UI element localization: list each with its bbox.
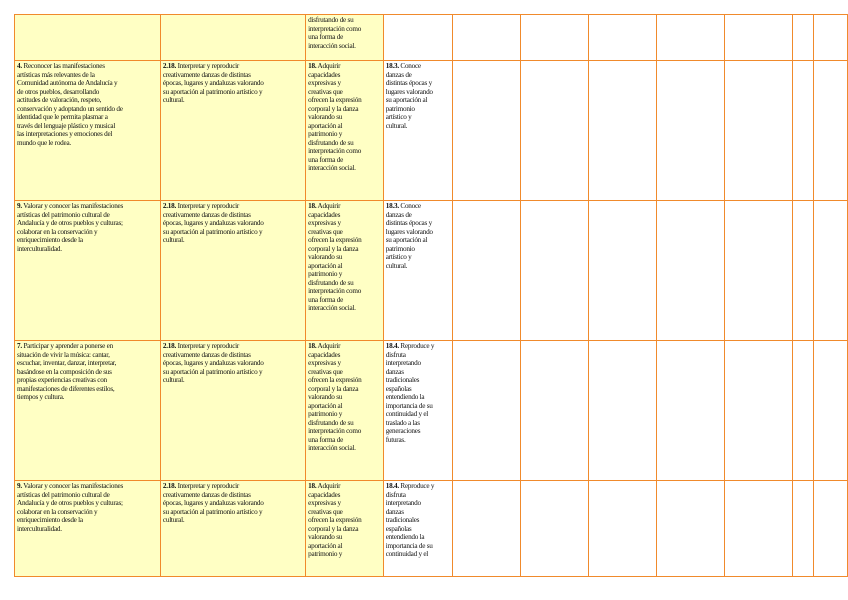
competence-cell — [306, 201, 384, 341]
objective-cell — [15, 481, 161, 577]
competence-number: 18. — [308, 62, 317, 70]
criterion-cell — [160, 15, 305, 61]
criterion-text: Interpretar y reproducir creativamente danzas de distintas épocas, lugares y andaluzas valorando su aportación al patrimonio artístico y cultural. — [162, 202, 264, 244]
table-row — [15, 61, 848, 201]
objective-text: Reconocer las manifestaciones artísticas más relevantes de la Comunidad autónoma de Andalucía y de otros pueblos, desarrollando actitudes de valoración, respeto, conservación y adoptando un sentido de identidad que le permita plasmar a través del lenguaje plástico y musical las interpretaciones y emociones del mundo que le rodea. — [17, 62, 123, 147]
table-row — [15, 201, 848, 341]
objective-cell — [15, 61, 161, 201]
competence-cell — [306, 481, 384, 577]
empty-cell — [589, 15, 657, 61]
standard-text: Conoce danzas de distintas épocas y lugares valorando su aportación al patrimonio artístico y cultural. — [385, 202, 433, 270]
competence-text: Adquirir capacidades expresivas y creativas que ofrecen la expresión corporal y la danza valorando su aportación al patrimonio y disfrutando de su interpretación como una forma de interacción social. — [308, 342, 362, 452]
standard-text: Reproduce y disfruta interpretando danzas tradicionales españolas entendiendo la importancia de su continuidad y el traslado a las generaciones futuras. — [385, 342, 435, 444]
empty-cell — [521, 15, 589, 61]
empty-cell — [793, 15, 814, 61]
empty-cell — [725, 481, 793, 577]
competence-cell — [306, 15, 384, 61]
empty-cell — [589, 481, 657, 577]
competence-number: 18. — [308, 342, 317, 350]
standard-cell — [383, 341, 452, 481]
standard-number: 18.3. — [385, 62, 399, 70]
objective-number: 9. — [17, 482, 22, 490]
empty-cell — [521, 61, 589, 201]
empty-cell — [589, 201, 657, 341]
standard-text: Reproduce y disfruta interpretando danzas tradicionales españolas entendiendo la importancia de su continuidad y el — [385, 482, 435, 558]
objective-number: 9. — [17, 202, 22, 210]
empty-cell — [725, 341, 793, 481]
objective-cell — [15, 15, 161, 61]
empty-cell — [589, 61, 657, 201]
competence-text: Adquirir capacidades expresivas y creativas que ofrecen la expresión corporal y la danza valorando su aportación al patrimonio y disfrutando de su interpretación como una forma de interacción social. — [308, 202, 362, 312]
objective-text: Participar y aprender a ponerse en situación de vivir la música: cantar, escuchar, inventar, danzar, interpretar, basándose en la composición de sus propias experiencias creativas con manifestaciones de diferentes estilos, tiempos y cultura. — [17, 342, 117, 401]
empty-cell — [813, 61, 847, 201]
empty-cell — [793, 341, 814, 481]
empty-cell — [725, 15, 793, 61]
criterion-text: Interpretar y reproducir creativamente danzas de distintas épocas, lugares y andaluzas valorando su aportación al patrimonio artístico y cultural. — [162, 62, 264, 104]
objective-text: Valorar y conocer las manifestaciones artísticas del patrimonio cultural de Andalucía y de otros pueblos y culturas; colaborar en la conservación y enriquecimiento desde la interculturalidad. — [17, 202, 124, 253]
table-row — [15, 15, 848, 61]
standard-cell — [383, 481, 452, 577]
empty-cell — [521, 341, 589, 481]
standard-cell — [383, 15, 452, 61]
competence-text: Adquirir capacidades expresivas y creativas que ofrecen la expresión corporal y la danza valorando su aportación al patrimonio y — [308, 482, 362, 558]
objective-cell — [15, 341, 161, 481]
empty-cell — [813, 201, 847, 341]
criterion-text: Interpretar y reproducir creativamente danzas de distintas épocas, lugares y andaluzas valorando su aportación al patrimonio artístico y cultural. — [162, 342, 264, 384]
empty-cell — [452, 61, 520, 201]
standard-number: 18.4. — [385, 482, 399, 490]
empty-cell — [657, 341, 725, 481]
objective-number: 4. — [17, 62, 22, 70]
empty-cell — [793, 201, 814, 341]
empty-cell — [793, 481, 814, 577]
criterion-text: Interpretar y reproducir creativamente danzas de distintas épocas, lugares y andaluzas valorando su aportación al patrimonio artístico y cultural. — [162, 482, 264, 524]
objective-number: 7. — [17, 342, 22, 350]
competence-cell — [306, 341, 384, 481]
standard-number: 18.3. — [385, 202, 399, 210]
empty-cell — [813, 481, 847, 577]
criterion-number: 2.18. — [162, 342, 177, 350]
empty-cell — [589, 341, 657, 481]
criterion-number: 2.18. — [162, 62, 177, 70]
empty-cell — [657, 61, 725, 201]
empty-cell — [657, 201, 725, 341]
objective-text: Valorar y conocer las manifestaciones artísticas del patrimonio cultural de Andalucía y de otros pueblos y culturas; colaborar en la conservación y enriquecimiento desde la interculturalidad. — [17, 482, 124, 533]
standard-text: Conoce danzas de distintas épocas y lugares valorando su aportación al patrimonio artístico y cultural. — [385, 62, 433, 130]
objective-cell — [15, 201, 161, 341]
criterion-cell — [160, 341, 305, 481]
empty-cell — [725, 61, 793, 201]
empty-cell — [452, 15, 520, 61]
empty-cell — [813, 15, 847, 61]
empty-cell — [452, 201, 520, 341]
standard-number: 18.4. — [385, 342, 399, 350]
curriculum-table — [14, 14, 848, 577]
table-row — [15, 481, 848, 577]
empty-cell — [521, 481, 589, 577]
competence-number: 18. — [308, 482, 317, 490]
criterion-number: 2.18. — [162, 482, 177, 490]
empty-cell — [793, 61, 814, 201]
empty-cell — [725, 201, 793, 341]
empty-cell — [813, 341, 847, 481]
standard-cell — [383, 201, 452, 341]
competence-text: Adquirir capacidades expresivas y creativas que ofrecen la expresión corporal y la danza valorando su aportación al patrimonio y disfrutando de su interpretación como una forma de interacción social. — [308, 62, 362, 172]
criterion-cell — [160, 481, 305, 577]
competence-text: disfrutando de su interpretación como una forma de interacción social. — [308, 16, 362, 50]
standard-cell — [383, 61, 452, 201]
criterion-cell — [160, 61, 305, 201]
empty-cell — [452, 341, 520, 481]
criterion-cell — [160, 201, 305, 341]
criterion-number: 2.18. — [162, 202, 177, 210]
empty-cell — [521, 201, 589, 341]
table-row — [15, 341, 848, 481]
empty-cell — [657, 481, 725, 577]
competence-number: 18. — [308, 202, 317, 210]
empty-cell — [452, 481, 520, 577]
empty-cell — [657, 15, 725, 61]
competence-cell — [306, 61, 384, 201]
